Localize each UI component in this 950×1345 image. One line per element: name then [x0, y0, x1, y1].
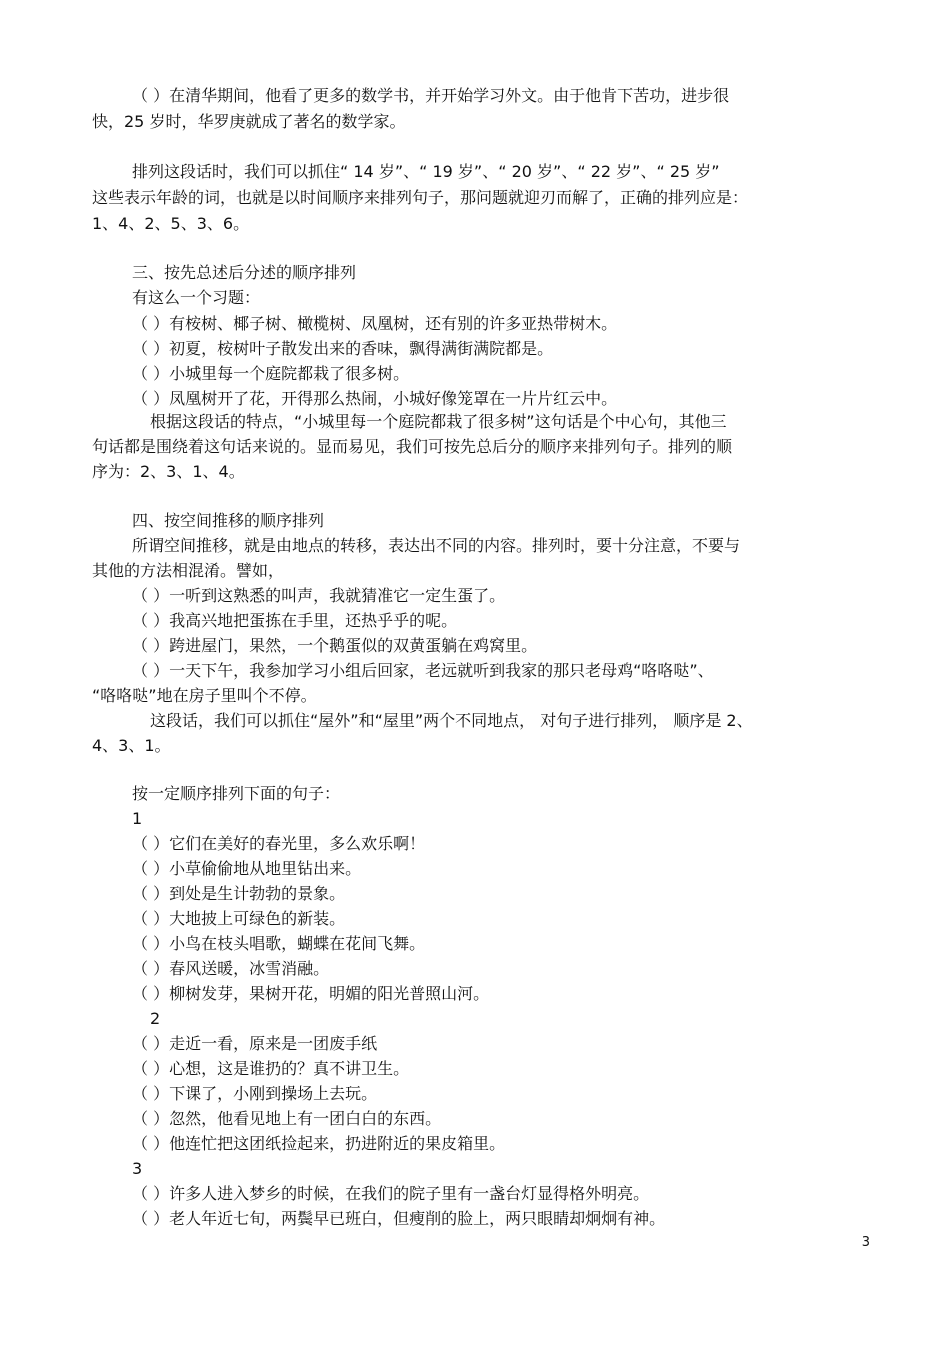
text-line: 4、3、1。: [92, 736, 171, 755]
list-item: （ ）我高兴地把蛋拣在手里，还热乎乎的呢。: [132, 611, 458, 630]
list-item: （ ）凤凰树开了花，开得那么热闹，小城好像笼罩在一片片红云中。: [132, 389, 618, 408]
list-item: （ ）小城里每一个庭院都栽了很多树。: [132, 364, 410, 383]
section-heading: 三、按先总述后分述的顺序排列: [132, 263, 357, 282]
list-item: （ ）他连忙把这团纸捡起来，扔进附近的果皮箱里。: [132, 1134, 506, 1153]
list-item: （ ）下课了，小刚到操场上去玩。: [132, 1084, 378, 1103]
text-line: “咯咯哒”地在房子里叫个不停。: [92, 686, 317, 705]
text-line: 排列这段话时，我们可以抓住“ 14 岁”、“ 19 岁”、“ 20 岁”、“ 22 岁”、“ 25 岁”: [132, 162, 720, 181]
section-heading: 四、按空间推移的顺序排列: [132, 511, 325, 530]
list-item: （ ）柳树发芽，果树开花，明媚的阳光普照山河。: [132, 984, 490, 1003]
list-item: （ ）小鸟在枝头唱歌，蝴蝶在花间飞舞。: [132, 934, 426, 953]
list-item: （ ）它们在美好的春光里，多么欢乐啊！: [132, 834, 426, 853]
exercise-number: 1: [132, 809, 143, 828]
list-item: （ ）小草偷偷地从地里钻出来。: [132, 859, 362, 878]
text-line: 快，25 岁时，华罗庚就成了著名的数学家。: [92, 112, 406, 131]
exercise-number: 3: [132, 1159, 143, 1178]
text-line: （ ）在清华期间，他看了更多的数学书，并开始学习外文。由于他肯下苦功，进步很: [132, 86, 730, 105]
list-item: （ ）春风送暖，冰雪消融。: [132, 959, 330, 978]
exercise-heading: 按一定顺序排列下面的句子：: [132, 784, 341, 803]
list-item: （ ）初夏，桉树叶子散发出来的香味，飘得满街满院都是。: [132, 339, 554, 358]
text-line: 这段话，我们可以抓住“屋外”和“屋里”两个不同地点， 对句子进行排列， 顺序是 2、: [150, 711, 753, 730]
list-item: （ ）忽然，他看见地上有一团白白的东西。: [132, 1109, 442, 1128]
exercise-number: 2: [150, 1009, 161, 1028]
list-item: （ ）有桉树、椰子树、橄榄树、凤凰树，还有别的许多亚热带树木。: [132, 314, 618, 333]
list-item: （ ）走近一看，原来是一团废手纸: [132, 1034, 378, 1053]
text-line: 根据这段话的特点，“小城里每一个庭院都栽了很多树”这句话是个中心句，其他三: [150, 412, 727, 431]
text-line: 序为：2、3、1、4。: [92, 462, 245, 481]
list-item: （ ）一听到这熟悉的叫声，我就猜准它一定生蛋了。: [132, 586, 506, 605]
text-line: 1、4、2、5、3、6。: [92, 214, 250, 233]
text-line: 这些表示年龄的词，也就是以时间顺序来排列句子，那问题就迎刃而解了，正确的排列应是：: [92, 188, 749, 207]
list-item: （ ）许多人进入梦乡的时候，在我们的院子里有一盏台灯显得格外明亮。: [132, 1184, 650, 1203]
list-item: （ ）大地披上可绿色的新装。: [132, 909, 346, 928]
list-item: （ ）心想，这是谁扔的？真不讲卫生。: [132, 1059, 410, 1078]
list-item: （ ）到处是生计勃勃的景象。: [132, 884, 346, 903]
text-line: 句话都是围绕着这句话来说的。显而易见，我们可按先总后分的顺序来排列句子。排列的顺: [92, 437, 733, 456]
page-number: 3: [861, 1235, 870, 1250]
list-item: （ ）老人年近七旬，两鬓早已班白，但瘦削的脸上，两只眼睛却炯炯有神。: [132, 1209, 666, 1228]
list-item: （ ）跨进屋门，果然，一个鹅蛋似的双黄蛋躺在鸡窝里。: [132, 636, 538, 655]
text-line: 有这么一个习题：: [132, 288, 261, 307]
text-line: 其他的方法相混淆。譬如，: [92, 561, 285, 580]
text-line: 所谓空间推移，就是由地点的转移，表达出不同的内容。排列时，要十分注意，不要与: [132, 536, 741, 555]
list-item: （ ）一天下午，我参加学习小组后回家，老远就听到我家的那只老母鸡“咯咯哒”、: [132, 661, 714, 680]
